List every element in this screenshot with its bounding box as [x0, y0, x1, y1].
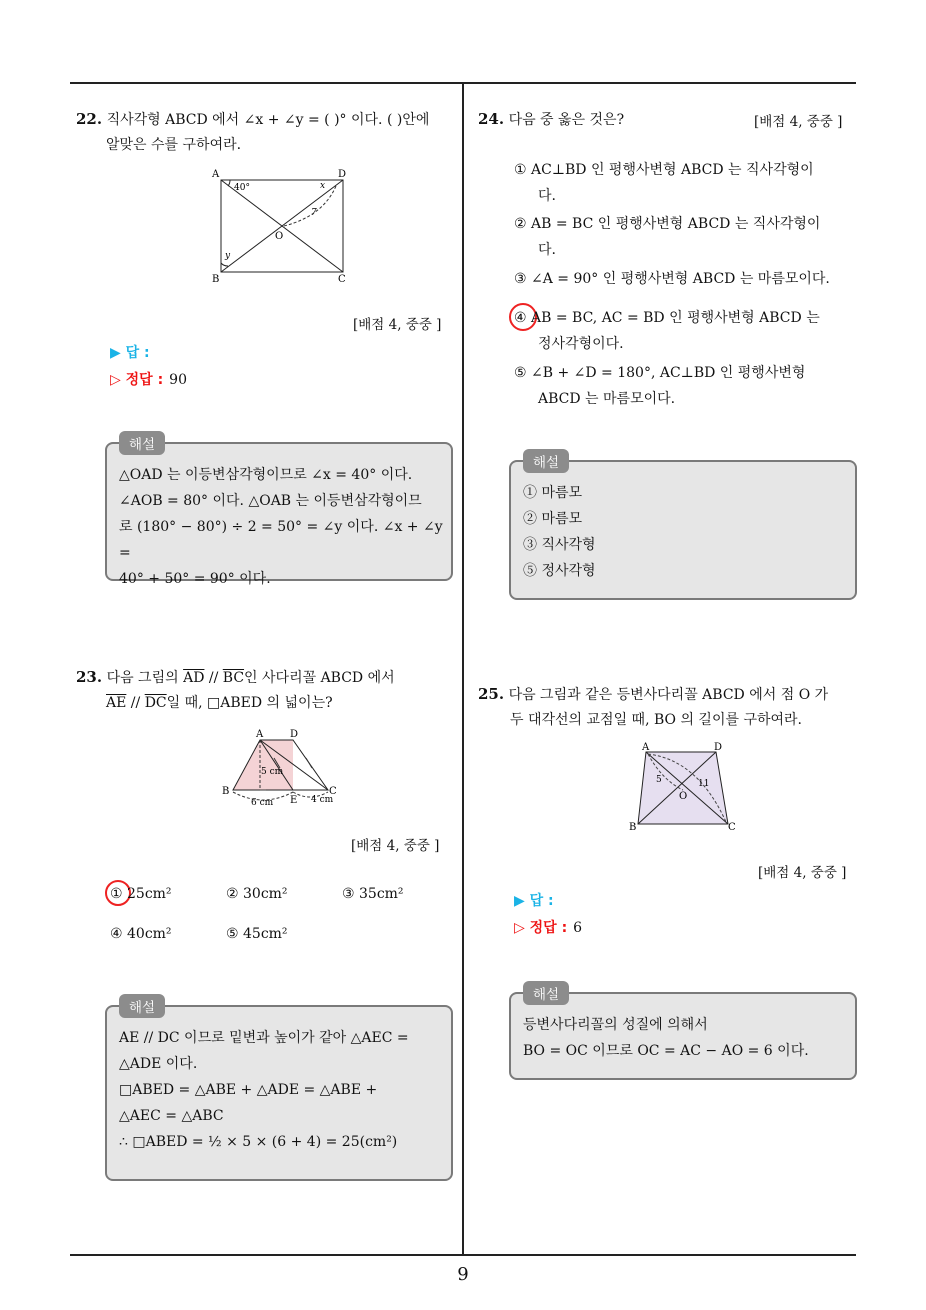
q24-exp-line: ① 마름모 [523, 485, 583, 501]
q23-option-1[interactable]: ① 25cm² [110, 886, 172, 902]
q24-option-3-line: ③ ∠A = 90° 인 평행사변형 ABCD 는 마름모이다. [514, 271, 830, 287]
q22-line1: 직사각형 ABCD 에서 ∠x + ∠y = ( )° 이다. ( )안에 [106, 112, 430, 128]
q23-label-e: E [290, 795, 298, 806]
q22-line2: 알맞은 수를 구하여라. [106, 137, 242, 153]
q25-label-b: B [629, 822, 637, 833]
q23-line2 [106, 690, 333, 716]
q23-exp-line: △AEC = △ABC [119, 1108, 224, 1124]
q24-number: 24. [478, 110, 505, 128]
q22-label-b: B [212, 274, 220, 285]
q23-exp-line: △ADE 이다. [119, 1056, 198, 1072]
q23-explanation-body [119, 1025, 444, 1155]
q23-label-c: C [329, 786, 337, 797]
q24-option-4-line: ④ AB = BC, AC = BD 인 평행사변형 ABCD 는 [514, 310, 820, 326]
q24-option-2-line: 다. [538, 242, 556, 258]
q23-explanation-box [105, 1000, 453, 1181]
q22-label-c: C [338, 274, 346, 285]
q22-correct-answer [110, 369, 187, 389]
q23-seg-ae: $\overline{AE}$ [106, 695, 127, 711]
q22-explanation-tab: 해설 [119, 431, 165, 455]
q25-correct-value: 6 [573, 920, 583, 936]
q23-label-a: A [256, 729, 264, 740]
q25-explanation-body [523, 1012, 848, 1064]
q25-exp-line: BO = OC 이므로 OC = AC − AO = 6 이다. [523, 1043, 809, 1059]
q24-text: 다음 중 옳은 것은? [508, 112, 625, 128]
q25-label-d: D [714, 742, 723, 753]
q22-score: [배점 4, 중중 ] [353, 317, 442, 333]
q23-option-4[interactable]: ④ 40cm² [110, 926, 172, 942]
q24-option-2-line: ② AB = BC 인 평행사변형 ABCD 는 직사각형이 [514, 216, 821, 232]
q22-label-x: x [320, 181, 326, 191]
q24-question [478, 106, 624, 133]
q23-text-b: 인 사다리꼴 ABCD 에서 [244, 670, 395, 686]
q24-option-3[interactable] [514, 266, 854, 292]
q24-option-1[interactable] [514, 157, 849, 209]
q23-option-3[interactable]: ③ 35cm² [342, 886, 404, 902]
q24-option-5-line: ABCD 는 마름모이다. [538, 391, 676, 407]
q24-explanation-body [523, 480, 848, 584]
q24-option-5-line: ⑤ ∠B + ∠D = 180°, AC⊥BD 인 평행사변형 [514, 365, 806, 381]
q22-exp-line: 40° + 50° = 90° 이다. [119, 571, 271, 587]
q23-label-d: D [290, 729, 299, 740]
q25-score: [배점 4, 중중 ] [758, 865, 847, 881]
q23-label-be: 6 cm [251, 798, 274, 808]
q24-option-1-line: 다. [538, 188, 556, 204]
q23-exp-line: □ABED = △ABE + △ADE = △ABE + [119, 1082, 378, 1098]
q23-parallel-2: // [130, 695, 141, 711]
q22-label-a: A [212, 169, 220, 180]
q24-exp-line: ③ 직사각형 [523, 537, 596, 553]
q23-seg-bc: $\overline{BC}$ [222, 670, 245, 686]
page-number: 9 [457, 1264, 469, 1285]
q23-number: 23. [76, 668, 103, 686]
q24-explanation-tab: 해설 [523, 449, 569, 473]
q22-question [76, 106, 461, 133]
q25-number: 25. [478, 685, 505, 703]
q24-exp-line: ⑤ 정사각형 [523, 563, 596, 579]
q24-explanation-box [509, 455, 857, 600]
bottom-rule [70, 1254, 856, 1256]
q25-line2: 두 대각선의 교점일 때, BO 의 길이를 구하여라. [510, 712, 802, 728]
q23-parallel: // [208, 670, 219, 686]
q22-label-7: 7 [311, 208, 317, 218]
q22-explanation-box [105, 437, 453, 587]
q23-exp-line: AE // DC 이므로 밑변과 높이가 같아 △AEC = [119, 1030, 409, 1046]
q23-trapezoid-figure [218, 726, 342, 810]
q24-option-4-line: 정사각형이다. [538, 336, 624, 352]
q25-label-c: C [728, 822, 736, 833]
q22-exp-line: ∠AOB = 80° 이다. △OAB 는 이등변삼각형이므 [119, 493, 422, 509]
q24-option-5[interactable] [514, 360, 849, 412]
q25-explanation-tab: 해설 [523, 981, 569, 1005]
q22-label-o: O [275, 231, 284, 242]
q23-option-2[interactable]: ② 30cm² [226, 886, 288, 902]
q22-explanation-body [119, 462, 444, 592]
q23-seg-dc: $\overline{DC}$ [144, 695, 167, 711]
q22-label-y: y [225, 251, 231, 261]
q23-score: [배점 4, 중중 ] [351, 838, 440, 854]
q23-question [76, 664, 461, 691]
q25-label-11: 11 [698, 779, 710, 789]
q23-label-b: B [222, 786, 230, 797]
q22-angle-40: 40° [234, 183, 250, 193]
q23-option-5[interactable]: ⑤ 45cm² [226, 926, 288, 942]
q25-correct-label: ▷ 정답 : [514, 920, 568, 936]
q25-correct-answer [514, 917, 582, 937]
q22-answer-label: ▶ 답 : [110, 345, 150, 361]
q25-label-5: 5 [656, 775, 662, 785]
q22-label-d: D [338, 169, 347, 180]
q24-score: [배점 4, 중중 ] [754, 114, 843, 130]
q23-explanation-tab: 해설 [119, 994, 165, 1018]
q25-exp-line: 등변사다리꼴의 성질에 의해서 [523, 1017, 708, 1033]
q22-exp-line: 로 (180° − 80°) ÷ 2 = 50° = ∠y 이다. ∠x + ∠y = [119, 519, 443, 561]
q24-option-2[interactable] [514, 211, 849, 263]
q24-option-1-line: ① AC⊥BD 인 평행사변형 ABCD 는 직사각형이 [514, 162, 814, 178]
q25-line1: 다음 그림과 같은 등변사다리꼴 ABCD 에서 점 O 가 [508, 687, 829, 703]
column-divider [462, 83, 464, 1255]
q23-text-c: 일 때, □ABED 의 넓이는? [166, 695, 333, 711]
q22-number: 22. [76, 110, 103, 128]
q25-label-a: A [642, 742, 650, 753]
q25-label-o: O [679, 791, 688, 802]
q22-rectangle-figure [208, 166, 354, 288]
q23-text-a: 다음 그림의 [106, 670, 179, 686]
q22-exp-line: △OAD 는 이등변삼각형이므로 ∠x = 40° 이다. [119, 467, 413, 483]
q23-label-height: 5 cm [261, 767, 284, 777]
q22-correct-label: ▷ 정답 : [110, 372, 164, 388]
q25-question [478, 681, 828, 708]
q25-answer-label: ▶ 답 : [514, 893, 554, 909]
q25-explanation-box [509, 987, 857, 1080]
q25-trapezoid-figure [628, 740, 740, 836]
q22-correct-value: 90 [169, 372, 187, 388]
q23-exp-line: ∴ □ABED = ½ × 5 × (6 + 4) = 25(cm²) [119, 1134, 398, 1150]
q23-seg-ad: $\overline{AD}$ [183, 670, 205, 686]
q24-option-4[interactable] [514, 305, 849, 357]
q23-label-ec: 4 cm [311, 795, 334, 805]
q24-exp-line: ② 마름모 [523, 511, 583, 527]
